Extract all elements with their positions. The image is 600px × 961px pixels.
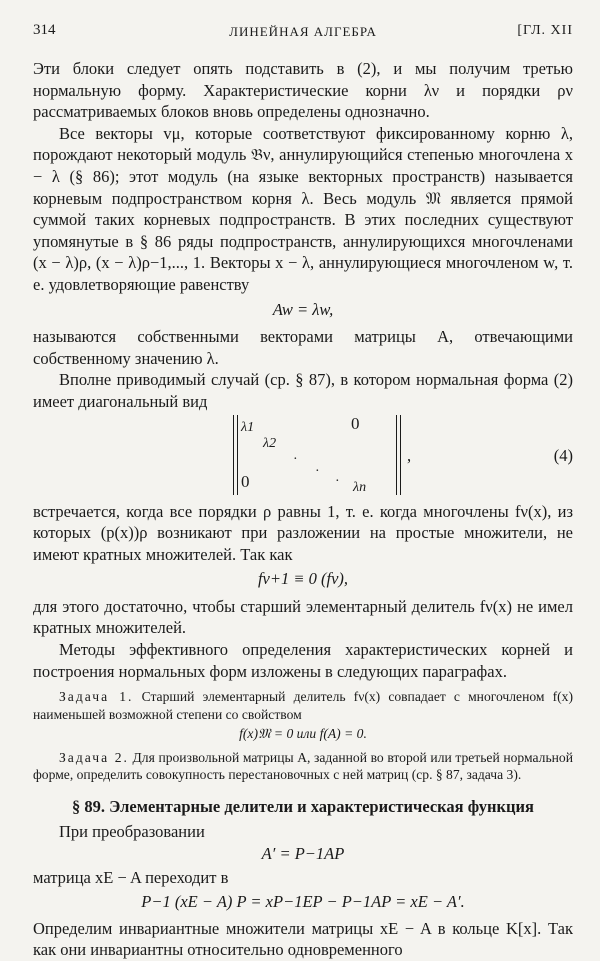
- task-2: [33, 749, 573, 784]
- matrix-right-bracket: [396, 415, 401, 495]
- matrix-zero: 0: [351, 413, 360, 433]
- paragraph: Вполне приводимый случай (ср. § 87), в котором нормальная форма (2) имеет диагональный вид: [33, 370, 573, 411]
- paragraph: для этого достаточно, чтобы старший элементарный делитель fν(x) не имел кратных множителей.: [33, 596, 573, 638]
- paragraph: матрица xE − A переходит в: [33, 867, 229, 887]
- paragraph: Все векторы vμ, которые соответствуют фиксированному корню λ, порождают некоторый модуль 𝔅ν, аннулирующийся степенью многочлена x − λ (§ 86); этот модуль (на языке векторных пространств) называется корневым подпространством корня λ. Весь модуль 𝔐 является прямой суммой таких корневых подпространств. В этих последних существуют упомянутые в § 86 ряды подпространств, аннулирующихся многочленами (x − λ)ρ, (x − λ)ρ−1,..., 1. Векторы x − λ, аннулирующиеся многочленом w, т. е. удовлетворяющие равенству: [33, 123, 573, 294]
- equation: A′ = P−1AP: [261, 843, 345, 863]
- task-label: Задача 1.: [59, 689, 134, 705]
- equation: Aw = λw,: [272, 299, 334, 319]
- equation: fν+1 ≡ 0 (fν),: [257, 569, 349, 589]
- diagonal-matrix-block: [33, 415, 573, 497]
- running-title: ЛИНЕЙНАЯ АЛГЕБРА: [229, 24, 377, 39]
- diagonal-matrix: [233, 415, 401, 495]
- paragraph: Определим инвариантные множители матрицы xE − A в кольце K[x]. Так как они инвариантны относительно одновременного: [33, 918, 573, 960]
- task-label: Задача 2.: [59, 749, 129, 765]
- chapter-label: [ГЛ. XII: [517, 23, 573, 38]
- task-block: [33, 688, 573, 784]
- matrix-left-bracket: [233, 415, 238, 495]
- matrix-dot: ·: [315, 463, 320, 479]
- task-text: Старший элементарный делитель fν(x) совпадает с многочленом f(x) наименьшей возможной степени со свойством: [33, 689, 573, 722]
- equation-number: (4): [553, 445, 573, 465]
- matrix-entry: λ2: [263, 435, 277, 451]
- matrix-dot: ·: [335, 473, 340, 489]
- section-heading: § 89. Элементарные делители и характеристическая функция: [72, 796, 534, 816]
- page-number: 314: [33, 22, 56, 38]
- equation: f(x)𝔐 = 0 или f(A) = 0.: [239, 726, 367, 742]
- equation: P−1 (xE − A) P = xP−1EP − P−1AP = xE − A′.: [141, 892, 465, 912]
- page-content: [33, 58, 573, 961]
- matrix-comma: ,: [407, 445, 412, 465]
- paragraph: Эти блоки следует опять подставить в (2), и мы получим третью нормальную форму. Характеристические корни λν и порядки ρν рассматриваемых блоков вновь определены однозначно.: [33, 59, 573, 122]
- matrix-dot: ·: [293, 451, 298, 467]
- page-header: [33, 22, 573, 44]
- task-1: [33, 688, 573, 723]
- paragraph: При преобразовании: [59, 822, 205, 842]
- paragraph: Методы эффективного определения характеристических корней и построения нормальных форм изложены в следующих параграфах.: [33, 640, 573, 681]
- matrix-zero: 0: [241, 471, 250, 491]
- matrix-entry: λn: [353, 479, 367, 495]
- matrix-entry: λ1: [241, 419, 255, 435]
- paragraph: называются собственными векторами матрицы A, отвечающими собственному значению λ.: [33, 327, 573, 368]
- paragraph: встречается, когда все порядки ρ равны 1, т. е. когда многочлены fν(x), из которых (p(x))ρ возникают при разложении на простые множители, не имеют кратных множителей. Так как: [33, 501, 573, 564]
- task-text: Для произвольной матрицы A, заданной во второй или третьей нормальной форме, определить совокупность перестановочных с ней матриц (ср. § 87, задача 3).: [33, 749, 573, 783]
